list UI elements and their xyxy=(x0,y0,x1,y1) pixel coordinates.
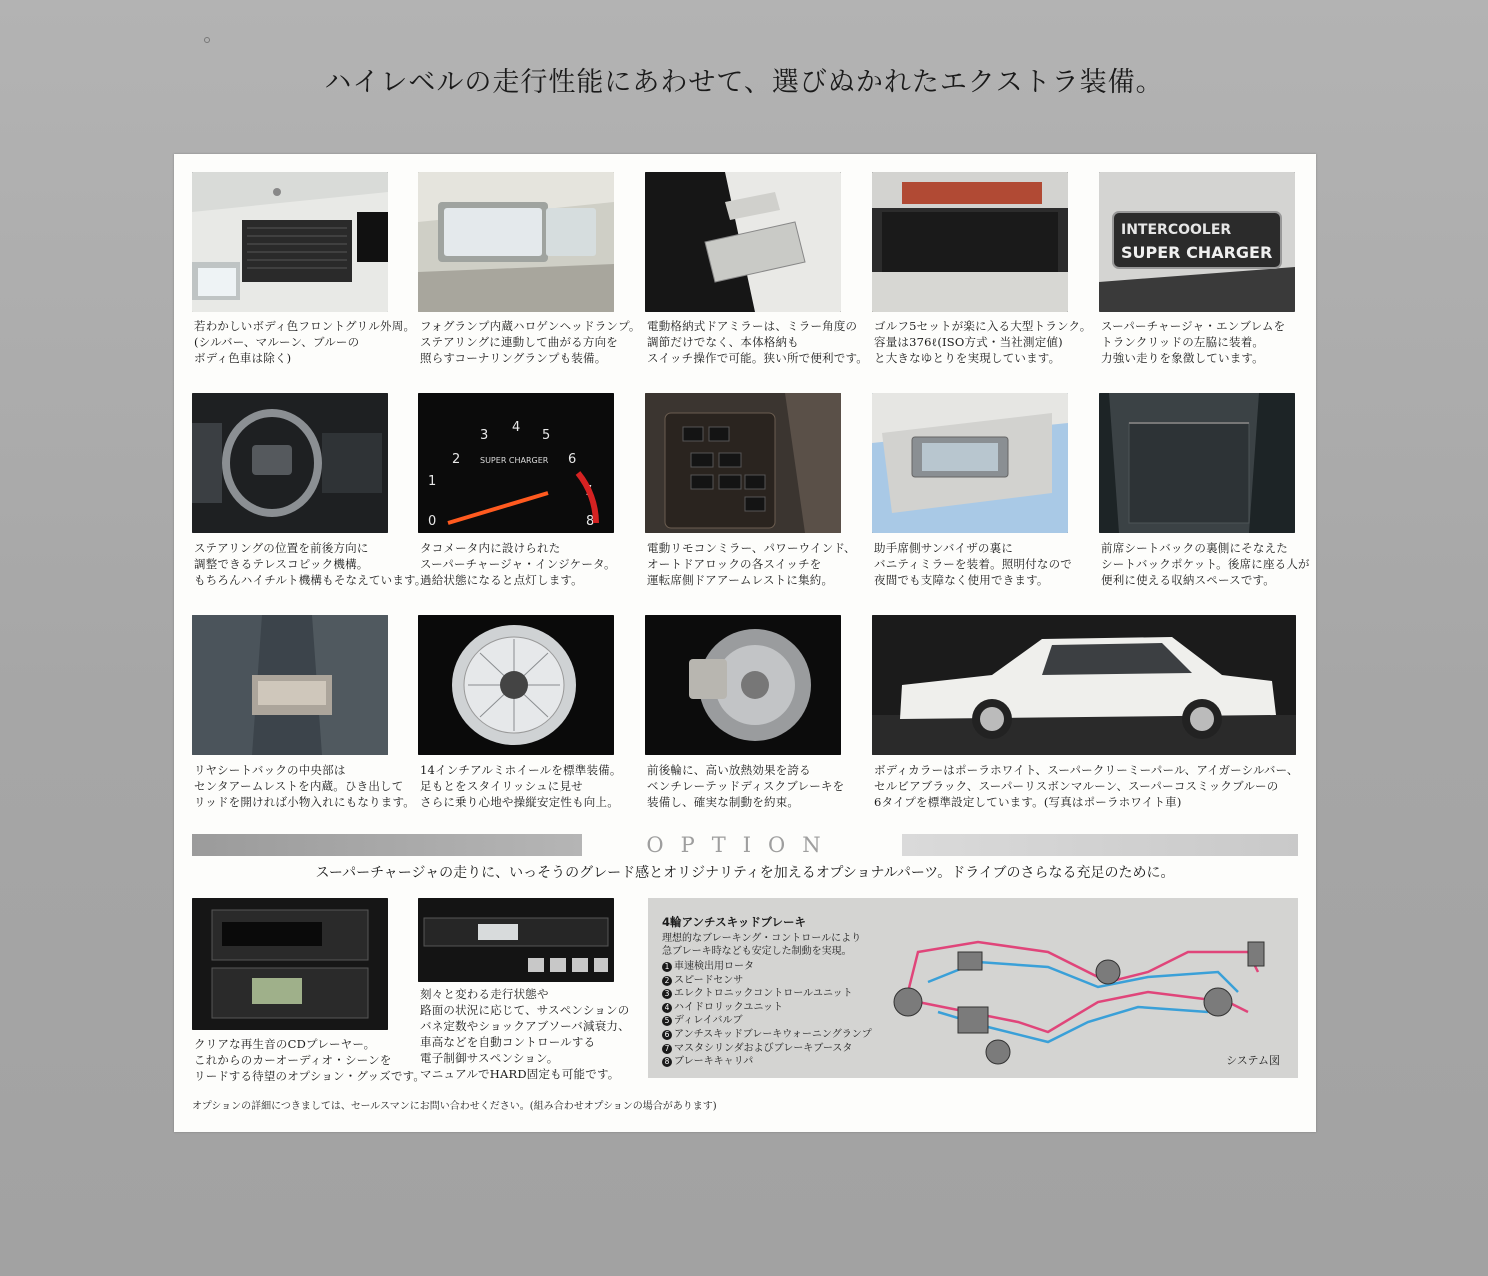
abs-part-8-label: ブレーキキャリパ xyxy=(674,1056,754,1068)
abs-parts-list xyxy=(662,960,872,1069)
caption-disc-brake: 前後輪に、高い放熱効果を誇る ベンチレーテッドディスクブレーキを 装備し、確実な制動を約束。 xyxy=(647,763,845,809)
photo-vanity-mirror xyxy=(872,393,1068,533)
abs-system-diagram xyxy=(848,912,1288,1072)
photo-halogen-headlamp xyxy=(418,172,614,312)
abs-part-7-label: マスタシリンダおよびブレーキブースタ xyxy=(674,1042,853,1054)
abs-part-6-number: 6 xyxy=(662,1030,672,1040)
abs-part-8-number: 8 xyxy=(662,1057,672,1067)
caption-front-grille: 若わかしいボディ色フロントグリル外周。 (シルバー、マルーン、ブルーの ボディ色車は除く) xyxy=(194,319,416,365)
caption-alloy-wheel: 14インチアルミホイールを標準装備。 足もとをスタイリッシュに見せ さらに乗り心地や操縦安定性も向上。 xyxy=(420,763,622,809)
abs-part-4-label: ハイドロリックユニット xyxy=(674,1001,783,1013)
abs-part-1-label: 車速検出用ロータ xyxy=(674,961,754,972)
gauge-number-7: 7 xyxy=(584,484,593,499)
abs-part-3-number: 3 xyxy=(662,989,672,999)
gauge-number-0: 0 xyxy=(428,514,437,529)
caption-cd-player: クリアな再生音のCDプレーヤー。 これからのカーオーディオ・シーンを リードする待望のオプション・グッズです。 xyxy=(194,1037,426,1083)
caption-suspension-control: 刻々と変わる走行状態や 路面の状況に応じて、サスペンションの バネ定数やショックアブソーバ減衰力、 車高などを自動コントロールする 電子制御サスペンション。 マニュアルでHARD固定も可能です。 xyxy=(420,987,630,1081)
photo-door-mirror xyxy=(645,172,841,312)
gauge-supercharger-label: SUPER CHARGER xyxy=(480,456,549,465)
corner-mark xyxy=(204,37,210,43)
abs-part-6-label: アンチスキッドブレーキウォーニングランプ xyxy=(674,1028,872,1040)
gauge-number-8: 8 xyxy=(586,514,595,529)
abs-part-4-number: 4 xyxy=(662,1003,672,1013)
abs-part-6 xyxy=(662,1028,872,1042)
photo-cd-player xyxy=(192,898,388,1030)
photo-alloy-wheel xyxy=(418,615,614,755)
caption-car-side: ボディカラーはポーラホワイト、スーパークリーミーパール、アイガーシルバー、 セルビアブラック、スーパーリスボンマルーン、スーパーコスミックブルーの 6タイプを標準設定しています。(写真はポーラホワイト車) xyxy=(874,763,1299,809)
photo-seatback-pocket xyxy=(1099,393,1295,533)
gauge-number-3: 3 xyxy=(480,428,489,443)
abs-part-2-number: 2 xyxy=(662,976,672,986)
caption-halogen-headlamp: フォグランプ内蔵ハロゲンヘッドランプ。 ステアリングに連動して曲がる方向を 照らすコーナリングランプも装備。 xyxy=(420,319,641,365)
abs-description: 理想的なブレーキング・コントロールにより 急ブレーキ時なども安定した制動を実現。 xyxy=(662,933,862,957)
caption-door-mirror: 電動格納式ドアミラーは、ミラー角度の 調節だけでなく、本体格納も スイッチ操作で可能。狭い所で便利です。 xyxy=(647,319,868,365)
abs-part-5-label: ディレイバルブ xyxy=(674,1015,743,1027)
emblem-supercharger-text: SUPER CHARGER xyxy=(1121,243,1273,262)
abs-part-5-number: 5 xyxy=(662,1016,672,1026)
photo-car-side xyxy=(872,615,1296,755)
photo-steering xyxy=(192,393,388,533)
gauge-number-1: 1 xyxy=(428,474,437,489)
option-subtitle: スーパーチャージャの走りに、いっそうのグレード感とオリジナリティを加えるオプショナルパーツ。ドライブのさらなる充足のために。 xyxy=(315,865,1175,881)
abs-part-2-label: スピードセンサ xyxy=(674,974,744,986)
caption-steering: ステアリングの位置を前後方向に 調整できるテレスコピック機構。 もちろんハイチルト機構もそなえています。 xyxy=(194,541,427,587)
photo-supercharger-emblem xyxy=(1099,172,1295,312)
photo-door-switches xyxy=(645,393,841,533)
option-title: OPTION xyxy=(582,831,902,859)
photo-tachometer xyxy=(418,393,614,533)
gauge-number-6: 6 xyxy=(568,452,577,467)
abs-part-1 xyxy=(662,960,872,974)
emblem-intercooler-text: INTERCOOLER xyxy=(1121,222,1232,238)
caption-rear-armrest: リヤシートバックの中央部は センタアームレストを内蔵。ひき出して リッドを開ければ小物入れにもなります。 xyxy=(194,763,415,809)
system-diagram-label: システム図 xyxy=(1226,1054,1280,1067)
caption-supercharger-emblem: スーパーチャージャ・エンブレムを トランクリッドの左脇に装着。 力強い走りを象徴しています。 xyxy=(1101,319,1286,365)
caption-vanity-mirror: 助手席側サンバイザの裏に バニティミラーを装着。照明付なので 夜間でも支障なく使用できます。 xyxy=(874,541,1072,587)
abs-title: 4輪アンチスキッドブレーキ xyxy=(662,915,807,929)
photo-trunk xyxy=(872,172,1068,312)
photo-disc-brake xyxy=(645,615,841,755)
abs-part-1-number: 1 xyxy=(662,962,672,972)
caption-seatback-pocket: 前席シートバックの裏側にそなえた シートバックポケット。後席に座る人が 便利に使える収納スペースです。 xyxy=(1101,541,1310,587)
abs-part-5 xyxy=(662,1014,872,1028)
abs-part-7-number: 7 xyxy=(662,1044,672,1054)
caption-tachometer: タコメータ内に設けられた スーパーチャージャ・インジケータ。 過給状態になると点灯します。 xyxy=(420,541,616,587)
photo-front-grille xyxy=(192,172,388,312)
abs-part-8 xyxy=(662,1055,872,1069)
gauge-number-2: 2 xyxy=(452,452,461,467)
footnote: オプションの詳細につきましては、セールスマンにお問い合わせください。(組み合わせオプションの場合があります) xyxy=(192,1101,717,1112)
caption-trunk: ゴルフ5セットが楽に入る大型トランク。 容量は376ℓ(ISO方式・当社測定値) と大きなゆとりを実現しています。 xyxy=(874,319,1092,365)
abs-part-2 xyxy=(662,974,872,988)
page-headline: ハイレベルの走行性能にあわせて、選びぬかれたエクストラ装備。 xyxy=(324,67,1164,98)
photo-rear-armrest xyxy=(192,615,388,755)
abs-part-7 xyxy=(662,1042,872,1056)
caption-door-switches: 電動リモコンミラー、パワーウインド、 オートドアロックの各スイッチを 運転席側ドアアームレストに集約。 xyxy=(647,541,856,587)
gauge-number-5: 5 xyxy=(542,428,551,443)
abs-part-3-label: エレクトロニックコントロールユニット xyxy=(674,988,853,1000)
gauge-number-4: 4 xyxy=(512,420,521,435)
abs-part-3 xyxy=(662,987,872,1001)
photo-suspension-control xyxy=(418,898,614,982)
abs-part-4 xyxy=(662,1001,872,1015)
abs-panel xyxy=(648,898,1298,1078)
